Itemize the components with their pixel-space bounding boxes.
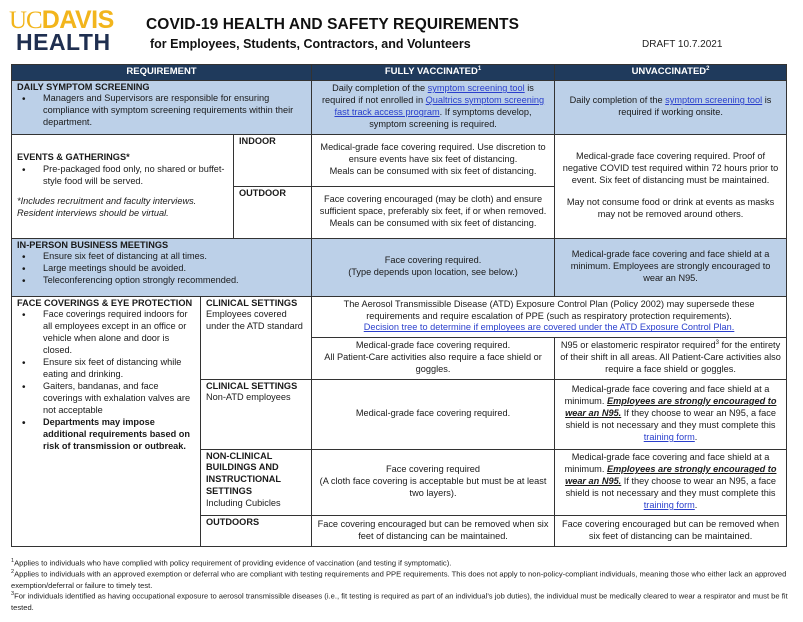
col-header-vaccinated: FULLY VACCINATED$^1$: [312, 65, 555, 81]
events-note: *Includes recruitment and faculty interviews. Resident interviews should be virtual.: [17, 196, 197, 219]
events-requirement: [12, 134, 234, 238]
bullet: • Departments may impose additional requirements based on risk of transmission or outbreak.: [17, 417, 195, 453]
section-title: FACE COVERINGS & EYE PROTECTION: [17, 297, 193, 308]
footnote-3: $^3$For individuals identified as having occupational exposure to aerosol transmissible diseases (i.e., fit testing is required as part of an individual’s job duties), the individual must be medically cleared to wear a respirator and must be fit tested.: [11, 591, 788, 612]
uc-davis-health-logo: [9, 8, 114, 54]
meetings-unvaccinated: Medical-grade face covering and face shield at a minimum. Employees are strongly encouraged to wear an N95.: [555, 238, 787, 296]
clinical-atd-label: CLINICAL SETTINGS Employees covered under the ATD standard: [201, 296, 312, 379]
bullet: • Large meetings should be avoided.: [17, 263, 306, 275]
atd-unvaccinated: N95 or elastomeric respirator required$^3$ for the entirety of their shift in all areas. All Patient-Care activities also require a face shield or goggles.: [555, 337, 787, 379]
page-title: COVID-19 HEALTH AND SAFETY REQUIREMENTS: [146, 16, 520, 33]
events-outdoor-label: OUTDOOR: [234, 186, 312, 238]
non-atd-unvaccinated: Medical-grade face covering and face shield at a minimum. Employees are strongly encouraged to wear an N95. If they choose to wear an N95, a face shield is not necessary and they must complete this training form.: [555, 379, 787, 449]
training-form-link[interactable]: training form: [643, 499, 695, 510]
requirements-table: [11, 64, 787, 547]
atd-vaccinated: Medical-grade face covering required. All Patient-Care activities also require a face shield or goggles.: [312, 337, 555, 379]
non-clinical-vaccinated: Face covering required (A cloth face covering is acceptable but must be at least two layers).: [312, 449, 555, 515]
daily-screening-unvaccinated: Daily completion of the symptom screening tool is required if working onsite.: [555, 80, 787, 134]
symptom-screening-tool-link[interactable]: symptom screening tool: [427, 83, 525, 94]
daily-screening-requirement: [12, 80, 312, 134]
footnote-1: $^1$Applies to individuals who have complied with policy requirement of providing evidence of vaccination (and testing if symptomatic).: [11, 558, 452, 568]
col-header-unvaccinated: UNVACCINATED$^2$: [555, 65, 787, 81]
atd-decision-tree-link[interactable]: Decision tree to determine if employees are covered under the ATD Exposure Control Plan.: [363, 322, 735, 333]
bullet: • Gaiters, bandanas, and face coverings with exhalation valves are not acceptable: [17, 381, 195, 417]
bullet: • Ensure six feet of distancing while eating and drinking.: [17, 357, 195, 381]
face-coverings-requirement: [12, 296, 201, 546]
section-title: IN-PERSON BUSINESS MEETINGS: [17, 239, 169, 250]
events-outdoor-vaccinated: Face covering encouraged (may be cloth) and ensure sufficient space, preferably six feet, if or when removed. Meals can be consumed with six feet of distancing.: [312, 186, 555, 238]
header-row: [12, 65, 787, 81]
non-clinical-label: NON-CLINICAL BUILDINGS AND INSTRUCTIONAL SETTINGS Including Cubicles: [201, 449, 312, 515]
draft-date: DRAFT 10.7.2021: [642, 39, 723, 50]
qualtrics-fast-track-link[interactable]: Qualtrics symptom screening fast track access program: [334, 95, 545, 117]
outdoors-unvaccinated: Face covering encouraged but can be removed when six feet of distancing can be maintained.: [555, 515, 787, 546]
non-clinical-unvaccinated: Medical-grade face covering and face shield at a minimum. Employees are strongly encouraged to wear an N95. If they choose to wear an N95, a face shield is not necessary and they must complete this training form.: [555, 449, 787, 515]
atd-policy-note: The Aerosol Transmissible Disease (ATD) Exposure Control Plan (Policy 2002) may supersede these requirements and require escalation of PPE (such as respiratory protection requirements). Decision tree to determine if employees are covered under the ATD Exposure Control Plan.: [312, 296, 787, 337]
row-business-meetings: [12, 238, 787, 296]
bullet: • Ensure six feet of distancing at all times.: [17, 251, 306, 263]
meetings-vaccinated: Face covering required. (Type depends upon location, see below.): [312, 238, 555, 296]
non-atd-vaccinated: Medical-grade face covering required.: [312, 379, 555, 449]
clinical-non-atd-label: CLINICAL SETTINGS Non-ATD employees: [201, 379, 312, 449]
row-face-atd-policy: [12, 296, 787, 337]
logo-health: HEALTH: [16, 29, 111, 55]
events-unvaccinated: Medical-grade face covering required. Proof of negative COVID test required within 72 hours prior to event. Six feet of distancing must be maintained. May not consume food or drink at events as masks may not be removed around others.: [555, 134, 787, 238]
bullet: • Face coverings required indoors for all employees except in an office or vehicle when alone and door is closed.: [17, 309, 195, 357]
outdoors-label: OUTDOORS: [201, 515, 312, 546]
daily-screening-vaccinated: Daily completion of the symptom screening tool is required if not enrolled in Qualtrics symptom screening fast track access program. If symptoms develop, symptom screening is required.: [312, 80, 555, 134]
bullet: • Pre-packaged food only, no shared or buffet-style food will be served.: [17, 164, 228, 188]
logo-uc: UC: [9, 7, 42, 34]
footnotes: [11, 558, 796, 614]
events-indoor-label: INDOOR: [234, 134, 312, 186]
symptom-screening-tool-link[interactable]: symptom screening tool: [665, 95, 763, 106]
section-title: EVENTS & GATHERINGS*: [17, 151, 130, 162]
row-daily-screening: [12, 80, 787, 134]
bullet: • Teleconferencing option strongly recommended.: [17, 275, 306, 287]
section-title: DAILY SYMPTOM SCREENING: [17, 81, 150, 92]
meetings-requirement: [12, 238, 312, 296]
row-events-indoor: [12, 134, 787, 186]
logo-davis: DAVIS: [41, 6, 114, 34]
bullet: • Managers and Supervisors are responsible for ensuring compliance with symptom screening requirements within their department.: [17, 93, 306, 129]
events-indoor-vaccinated: Medical-grade face covering required. Use discretion to ensure events have six feet of distancing. Meals can be consumed with six feet of distancing.: [312, 134, 555, 186]
outdoors-vaccinated: Face covering encouraged but can be removed when six feet of distancing can be maintained.: [312, 515, 555, 546]
col-header-requirement: REQUIREMENT: [12, 65, 312, 81]
training-form-link[interactable]: training form: [643, 431, 695, 442]
footnote-2: $^2$Applies to individuals with an approved exemption or deferral who are compliant with testing requirements and PPE requirements. This does not apply to non-policy-compliant individuals, meaning those who either lack an approved exemption/deferral or failure to timely test.: [11, 569, 787, 590]
page-subtitle: for Employees, Students, Contractors, and Volunteers: [150, 37, 471, 51]
